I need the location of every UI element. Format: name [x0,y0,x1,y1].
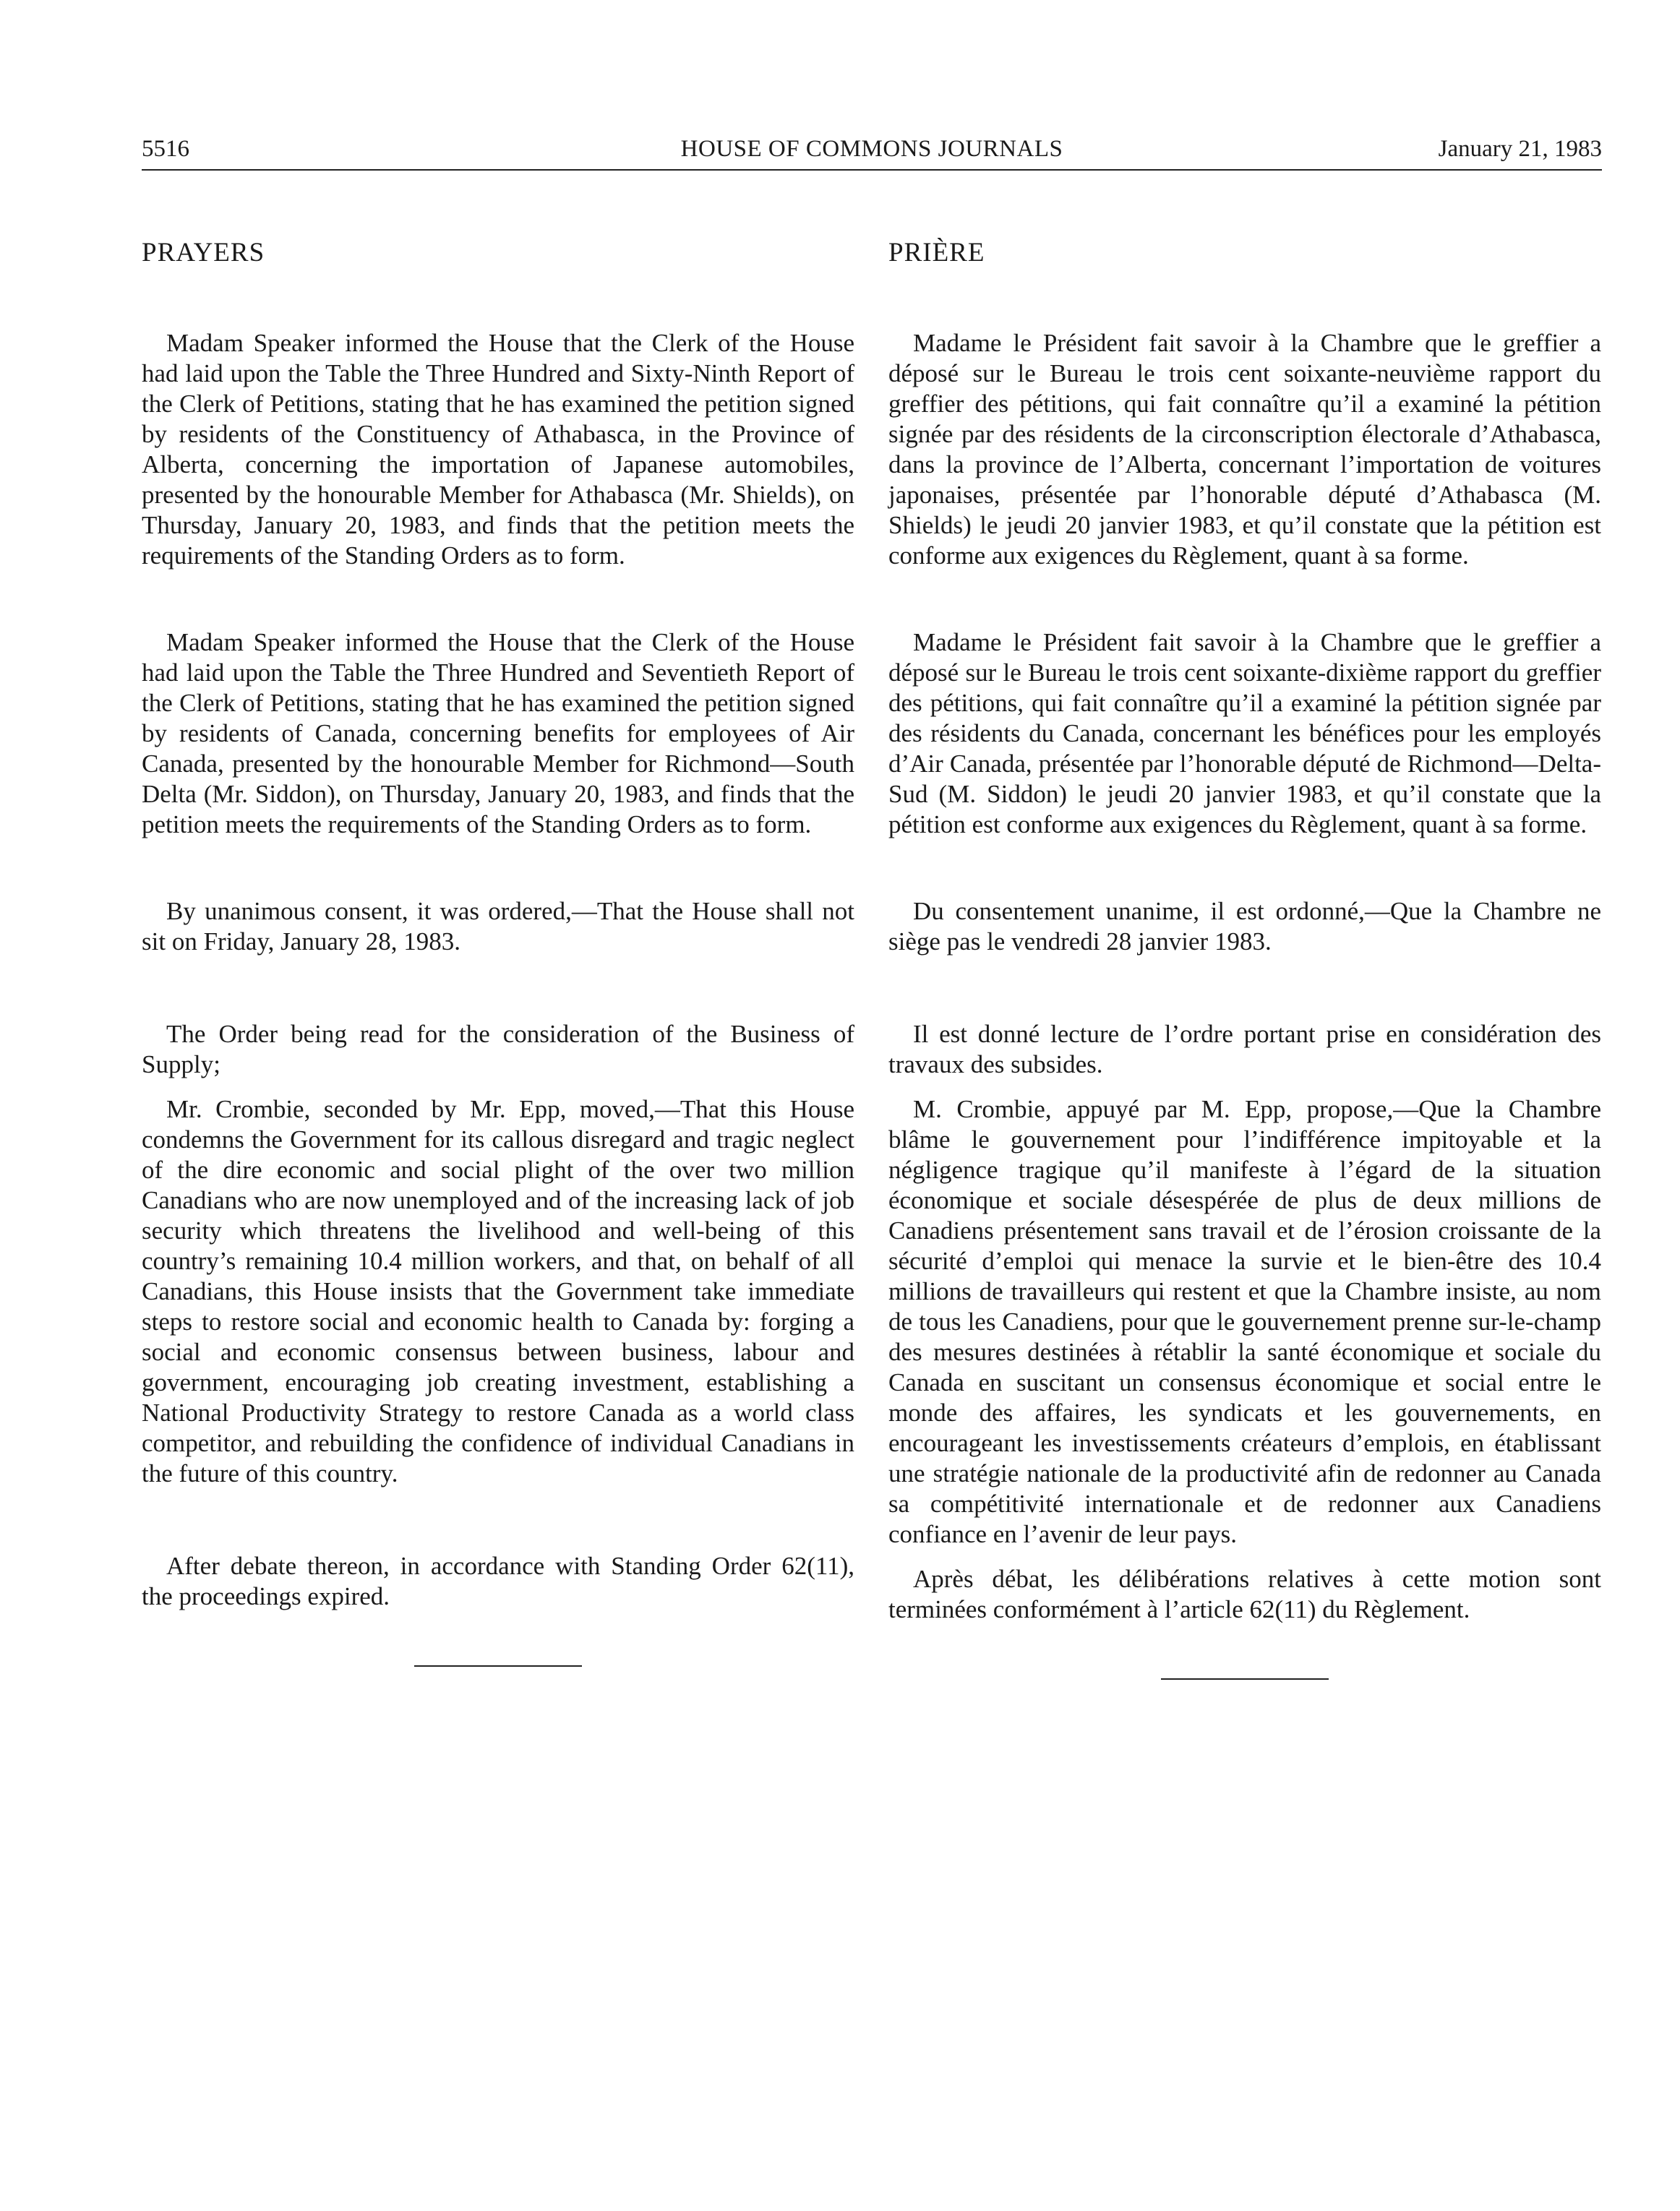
paragraph-en-business-of-supply: The Order being read for the consideration of the Business of Supply; [142,1020,854,1078]
paragraph-en-sitting-order: By unanimous consent, it was ordered,—That the House shall not sit on Friday, January 28, 1983. [142,897,854,956]
header-rule [142,169,1602,171]
paragraph-fr-motion: M. Crombie, appuyé par M. Epp, propose,—Que la Chambre blâme le gouvernement pour l’indifférence impitoyable et la négligence tragique qu’il manifeste à l’égard de la situation économique et sociale désespérée de plus de deux millions de Canadiens présentement sans travail et de l’érosion croissante de la sécurité d’emploi qui menace la survie et le bien-être des 10.4 millions de travailleurs qui restent et que la Chambre insiste, au nom de tous les Canadiens, pour que le gouvernement prenne sur-le-champ des mesures destinées à rétablir la santé économique et sociale du Canada en suscitant un consensus économique et social entre le monde des affaires, les syndicats et les gouvernements, en encourageant les investissements créateurs d’emplois, en établissant une stratégie nationale de la productivité afin de redonner au Canada sa compétitivité internationale et de redonner aux Canadiens confiance en l’avenir de leur pays. [888,1095,1601,1548]
section-heading-fr: PRIÈRE [888,238,985,267]
paragraph-fr-business-of-supply: Il est donné lecture de l’ordre portant prise en considération des travaux des subsides. [888,1020,1601,1078]
paragraph-en-proceedings-expired: After debate thereon, in accordance with Standing Order 62(11), the proceedings expired. [142,1552,854,1610]
paragraph-fr-sitting-order: Du consentement unanime, il est ordonné,—Que la Chambre ne siège pas le vendredi 28 janvier 1983. [888,897,1601,956]
section-heading-en: PRAYERS [142,238,265,267]
paragraph-en-petition-richmond: Madam Speaker informed the House that the Clerk of the House had laid upon the Table the Three Hundred and Seventieth Report of the Clerk of Petitions, stating that he has examined the petition signed by residents of Canada, concerning benefits for employees of Air Canada, presented by the honourable Member for Richmond—South Delta (Mr. Siddon), on Thursday, January 20, 1983, and finds that the petition meets the requirements of the Standing Orders as to form. [142,628,854,838]
end-rule-en [414,1665,582,1667]
paragraph-en-petition-athabasca: Madam Speaker informed the House that the Clerk of the House had laid upon the Table the Three Hundred and Sixty-Ninth Report of the Clerk of Petitions, stating that he has examined the petition signed by residents of the Constituency of Athabasca, in the Province of Alberta, concerning the importation of Japanese automobiles, presented by the honourable Member for Athabasca (Mr. Shields), on Thursday, January 20, 1983, and finds that the petition meets the requirements of the Standing Orders as to form. [142,329,854,570]
english-column [142,231,854,1667]
paragraph-en-motion: Mr. Crombie, seconded by Mr. Epp, moved,—That this House condemns the Government for its callous disregard and tragic neglect of the dire economic and social plight of the over two million Canadians who are now unemployed and of the increasing lack of job security which threatens the livelihood and well-being of this country’s remaining 10.4 million workers, and that, on behalf of all Canadians, this House insists that the Government take immediate steps to restore social and economic health to Canada by: forging a social and economic consensus between business, labour and government, encouraging job creating investment, establishing a National Productivity Strategy to restore Canada as a world class competitor, and rebuilding the confidence of individual Canadians in the future of this country. [142,1095,854,1487]
journal-title: HOUSE OF COMMONS JOURNALS [680,136,1063,162]
issue-date: January 21, 1983 [1438,136,1602,162]
page-number: 5516 [142,136,189,162]
paragraph-fr-petition-athabasca: Madame le Président fait savoir à la Chambre que le greffier a déposé sur le Bureau le trois cent soixante-neuvième rapport du greffier des pétitions, qui fait connaître qu’il a examiné la pétition signée par des résidents de la circonscription électorale d’Athabasca, dans la province de l’Alberta, concernant l’importation de voitures japonaises, présentée par l’honorable député d’Athabasca (M. Shields) le jeudi 20 janvier 1983, et qu’il constate que la pétition est conforme aux exigences du Règlement, quant à sa forme. [888,329,1601,570]
paragraph-fr-petition-richmond: Madame le Président fait savoir à la Chambre que le greffier a déposé sur le Bureau le trois cent soixante-dixième rapport du greffier des pétitions, qui fait connaître qu’il a examiné la pétition signée par des résidents du Canada, concernant les bénéfices pour les employés d’Air Canada, présentée par l’honorable député de Richmond—Delta-Sud (M. Siddon) le jeudi 20 janvier 1983, et qu’il constate que la pétition est conforme aux exigences du Règlement, quant à sa forme. [888,628,1601,838]
end-rule-fr [1161,1678,1329,1680]
running-header [142,129,1602,169]
paragraph-fr-proceedings-expired: Après débat, les délibérations relatives à cette motion sont terminées conformément à l’article 62(11) du Règlement. [888,1565,1601,1623]
french-column [888,231,1601,1680]
